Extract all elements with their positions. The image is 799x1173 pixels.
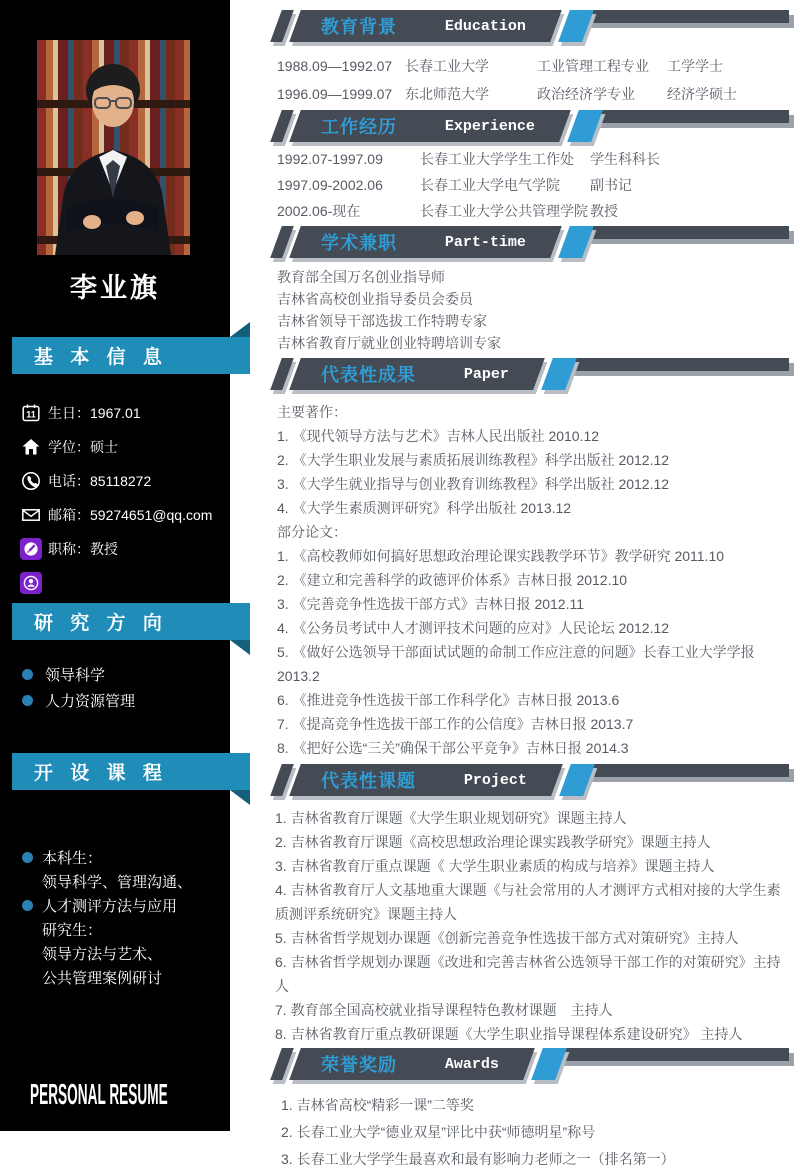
mail-icon <box>20 504 42 526</box>
header-tail-bar <box>573 764 789 777</box>
paper-item: 6. 《推进竞争性选拔干部工作科学化》吉林日报 2013.6 <box>277 692 620 708</box>
profile-photo <box>37 40 190 255</box>
course-line-label: 人才测评方法与应用 <box>42 897 178 915</box>
section-header-experience <box>268 110 789 144</box>
basic-value: 59274651@qq.com <box>90 507 213 523</box>
research-item-label: 人力资源管理 <box>45 692 136 710</box>
header-title-cn: 代表性成果 <box>321 365 416 385</box>
blue-slash-icon <box>531 1048 567 1080</box>
basic-info-list <box>20 396 220 600</box>
paper-item: 8. 《把好公选“三关”确保干部公平竞争》吉林日报 2014.3 <box>277 740 629 756</box>
edu-degree: 经济学硕士 <box>667 86 737 102</box>
basic-label: 邮箱： <box>48 507 90 523</box>
award-item: 2. 长春工业大学“德业双星”评比中获“师德明星”称号 <box>281 1124 596 1140</box>
header-title-cn: 代表性课题 <box>321 771 416 791</box>
course-line <box>22 917 222 941</box>
basic-value: 教授 <box>90 541 118 557</box>
education-row <box>277 52 789 80</box>
paper-item: 3. 《完善竞争性选拔干部方式》吉林日报 2012.11 <box>277 596 585 612</box>
blue-slash-icon <box>558 10 594 42</box>
calendar-icon <box>20 402 42 424</box>
courses-list <box>22 845 222 989</box>
basic-label: 职称： <box>48 541 90 557</box>
basic-row-phone <box>20 464 220 498</box>
portrait-illustration <box>37 40 190 255</box>
project-item: 5. 吉林省哲学规划办课题《创新完善竞争性选拔干部方式对策研究》主持人 <box>275 930 739 946</box>
project-item: 4. 吉林省教育厅人文基地重大课题《与社会常用的人才测评方式相对接的大学生素质测评系统研究》课题主持人 <box>275 882 781 922</box>
section-header-parttime <box>268 226 789 260</box>
course-line <box>22 845 222 869</box>
course-line-label: 本科生： <box>42 849 103 867</box>
achievements-block <box>268 400 789 760</box>
edu-period: 1988.09—1992.07 <box>277 58 393 74</box>
work-period: 1997.09-2002.06 <box>277 177 383 193</box>
project-item: 1. 吉林省教育厅课题《大学生职业规划研究》课题主持人 <box>275 810 627 826</box>
experience-row <box>277 198 789 224</box>
section-header-awards <box>268 1048 789 1082</box>
basic-label: 生日： <box>48 405 90 421</box>
section-header-paper <box>268 358 789 392</box>
work-period: 1992.07-1997.09 <box>277 151 383 167</box>
course-line <box>22 869 222 893</box>
paper-item: 5. 《做好公选领导干部面试试题的命制工作应注意的问题》长春工业大学学报 2013.2 <box>277 644 755 684</box>
award-item: 1. 吉林省高校“精彩一课”二等奖 <box>281 1097 474 1113</box>
header-title-en: Part-time <box>445 233 527 251</box>
course-line-label: 领导科学、管理沟通、 <box>42 873 193 891</box>
header-title-en: Project <box>464 771 528 789</box>
section-banner-basic-info <box>12 337 250 374</box>
basic-label: 学位： <box>48 439 90 455</box>
research-item <box>22 661 217 687</box>
phone-icon <box>20 470 42 492</box>
parttime-list <box>268 266 789 354</box>
edu-school: 长春工业大学 <box>405 58 489 74</box>
basic-label: 电话： <box>48 473 90 489</box>
basic-row-title <box>20 532 220 566</box>
section-header-education <box>268 10 789 44</box>
edu-degree: 工学学士 <box>667 58 723 74</box>
education-table <box>268 52 789 108</box>
work-role: 教授 <box>590 203 618 219</box>
basic-row-email <box>20 498 220 532</box>
section-header-project <box>268 764 789 798</box>
header-tail-bar <box>572 10 789 23</box>
section-banner-courses <box>12 753 250 790</box>
header-title-en: Paper <box>464 365 510 383</box>
awards-list <box>268 1092 789 1173</box>
research-item <box>22 687 217 713</box>
project-item: 8. 吉林省教育厅重点教研课题《大学生职业指导课程体系建设研究》 主持人 <box>275 1026 743 1042</box>
books-label: 主要著作： <box>277 404 347 420</box>
course-line <box>22 965 222 989</box>
project-item: 7. 教育部全国高校就业指导课程特色教材课题 主持人 <box>275 1002 613 1018</box>
edu-school: 东北师范大学 <box>405 86 489 102</box>
parttime-item: 吉林省高校创业指导委员会委员 <box>277 291 473 307</box>
basic-info-title: 基 本 信 息 <box>34 347 168 368</box>
basic-value: 85118272 <box>90 473 152 489</box>
project-item: 6. 吉林省哲学规划办课题《改进和完善吉林省公选领导干部工作的对策研究》主持人 <box>275 954 781 994</box>
bullet-dot-icon <box>22 852 33 863</box>
header-tail-bar <box>581 110 789 123</box>
work-role: 学生科科长 <box>590 151 660 167</box>
book-item: 2. 《大学生职业发展与素质拓展训练教程》科学出版社 2012.12 <box>277 452 670 468</box>
bullet-dot-icon <box>22 900 33 911</box>
experience-row <box>277 172 789 198</box>
research-item-label: 领导科学 <box>45 666 106 684</box>
parttime-item: 吉林省领导干部选拔工作特聘专家 <box>277 313 487 329</box>
edit-badge-icon <box>20 538 42 560</box>
paper-item: 2. 《建立和完善科学的政德评价体系》吉林日报 2012.10 <box>277 572 628 588</box>
course-line <box>22 941 222 965</box>
basic-value: 硕士 <box>90 439 118 455</box>
experience-table <box>268 146 789 224</box>
work-org: 长春工业大学公共管理学院 <box>420 203 588 219</box>
header-bar <box>289 1048 535 1080</box>
person-name: 李业旗 <box>70 273 160 303</box>
header-title-cn: 荣誉奖励 <box>321 1055 397 1075</box>
blue-slash-icon <box>567 110 603 142</box>
experience-row <box>277 146 789 172</box>
courses-title: 开 设 课 程 <box>34 763 168 784</box>
basic-value: 1967.01 <box>90 405 141 421</box>
header-title-en: Awards <box>445 1055 500 1073</box>
header-title-cn: 工作经历 <box>321 117 397 137</box>
blue-slash-icon <box>558 226 594 258</box>
header-bar <box>289 110 571 142</box>
paper-item: 4. 《公务员考试中人才测评技术问题的应对》人民论坛 2012.12 <box>277 620 670 636</box>
edu-period: 1996.09—1999.07 <box>277 86 393 102</box>
work-period: 2002.06-现在 <box>277 203 361 219</box>
course-line-label: 研究生： <box>42 921 103 939</box>
basic-row-degree <box>20 430 220 464</box>
book-item: 4. 《大学生素质测评研究》科学出版社 2013.12 <box>277 500 572 516</box>
course-line-label: 公共管理案例研讨 <box>42 969 163 987</box>
home-icon <box>20 436 42 458</box>
bullet-dot-icon <box>22 669 33 680</box>
award-item: 3. 长春工业大学学生最喜欢和最有影响力老师之一（排名第一） <box>281 1151 675 1167</box>
header-title-en: Education <box>445 17 527 35</box>
main-content <box>230 0 799 1173</box>
section-banner-research <box>12 603 250 640</box>
header-bar <box>289 358 545 390</box>
basic-row-extra <box>20 566 220 600</box>
header-bar <box>289 10 562 42</box>
project-item: 2. 吉林省教育厅课题《高校思想政治理论课实践教学研究》课题主持人 <box>275 834 711 850</box>
header-title-en: Experience <box>445 117 536 135</box>
header-tail-bar <box>572 226 789 239</box>
header-tail-bar <box>555 358 789 371</box>
book-item: 3. 《大学生就业指导与创业教育训练教程》科学出版社 2012.12 <box>277 476 670 492</box>
basic-row-birthday <box>20 396 220 430</box>
projects-list <box>268 806 789 1046</box>
work-org: 长春工业大学学生工作处 <box>420 151 574 167</box>
research-title: 研 究 方 向 <box>34 613 168 634</box>
paper-item: 7. 《提高竞争性选拔干部工作的公信度》吉林日报 2013.7 <box>277 716 634 732</box>
book-item: 1. 《现代领导方法与艺术》吉林人民出版社 2010.12 <box>277 428 600 444</box>
course-line-label: 领导方法与艺术、 <box>42 945 163 963</box>
papers-list <box>277 544 789 760</box>
project-item: 3. 吉林省教育厅重点课题《 大学生职业素质的构成与培养》课题主持人 <box>275 858 715 874</box>
blue-slash-icon <box>559 764 595 796</box>
research-list <box>22 661 217 713</box>
parttime-item: 吉林省教育厅就业创业特聘培训专家 <box>277 335 501 351</box>
paper-item: 1. 《高校教师如何搞好思想政治理论课实践教学环节》教学研究 2011.10 <box>277 548 725 564</box>
personal-resume-label: PERSONAL RESUME <box>30 1078 168 1111</box>
header-title-cn: 学术兼职 <box>321 233 397 253</box>
edu-major: 工业管理工程专业 <box>537 58 649 74</box>
header-bar <box>289 764 563 796</box>
header-tail-bar <box>545 1048 789 1061</box>
papers-label: 部分论文： <box>277 524 347 540</box>
course-line <box>22 893 222 917</box>
work-role: 副书记 <box>590 177 632 193</box>
parttime-item: 教育部全国万名创业指导师 <box>277 269 445 285</box>
blue-slash-icon <box>541 358 577 390</box>
bullet-dot-icon <box>22 695 33 706</box>
work-org: 长春工业大学电气学院 <box>420 177 560 193</box>
edu-major: 政治经济学专业 <box>537 86 635 102</box>
books-list <box>277 424 789 520</box>
education-row <box>277 80 789 108</box>
sidebar <box>0 0 230 1131</box>
header-bar <box>289 226 562 258</box>
header-title-cn: 教育背景 <box>321 17 397 37</box>
svg-text:11: 11 <box>26 409 36 420</box>
contact-badge-icon <box>20 572 42 594</box>
